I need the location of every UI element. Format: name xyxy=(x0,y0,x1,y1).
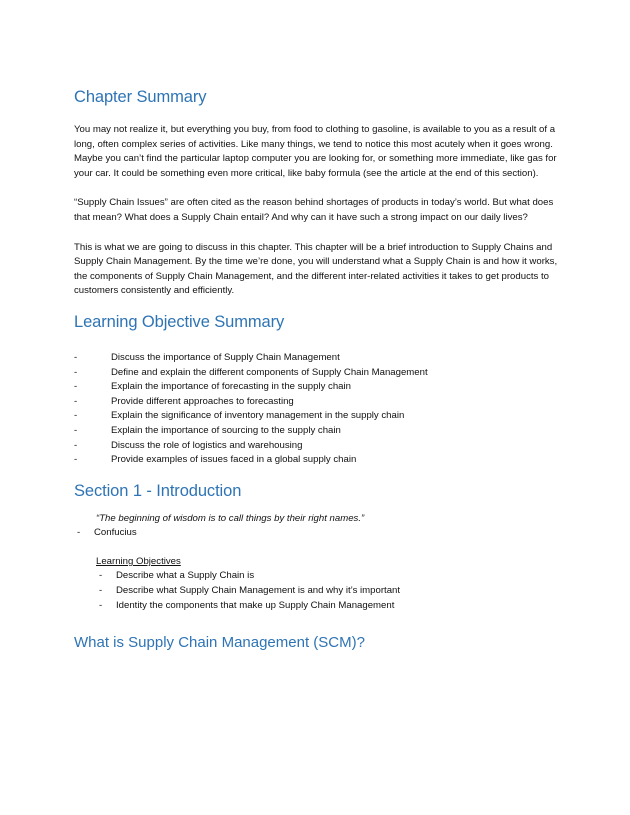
page-content xyxy=(74,86,560,653)
quote-author-list xyxy=(74,526,560,541)
bullet-dash: - xyxy=(74,454,78,466)
quote-text: “The beginning of wisdom is to call things by their right names.” xyxy=(96,512,365,524)
list-item: - Define and explain the different components of Supply Chain Management xyxy=(74,366,560,381)
quote-author: Confucius xyxy=(94,527,137,539)
bullet-dash: - xyxy=(77,527,81,539)
bullet-dash: - xyxy=(74,439,78,451)
list-item: - Explain the importance of forecasting in the supply chain xyxy=(74,380,560,395)
list-item xyxy=(74,526,560,541)
bullet-dash: - xyxy=(74,381,78,393)
bullet-dash: - xyxy=(74,424,78,436)
list-item: - Identity the components that make up Supply Chain Management xyxy=(96,599,560,614)
bullet-dash: - xyxy=(99,585,103,597)
bullet-dash: - xyxy=(74,395,78,407)
learning-objective-list xyxy=(74,351,560,468)
list-item: - Explain the significance of inventory management in the supply chain xyxy=(74,409,560,424)
list-item: - Discuss the role of logistics and warehousing xyxy=(74,439,560,454)
chapter-summary-heading: Chapter Summary xyxy=(74,88,207,106)
list-item: - Describe what a Supply Chain is xyxy=(96,569,560,584)
list-item: - Describe what Supply Chain Management is and why it’s important xyxy=(96,584,560,599)
list-item: - Provide different approaches to forecasting xyxy=(74,395,560,410)
bullet-dash: - xyxy=(99,599,103,611)
learning-objective-summary-heading: Learning Objective Summary xyxy=(74,312,285,331)
section-1-heading: Section 1 - Introduction xyxy=(74,481,242,500)
summary-paragraph-3: This is what we are going to discuss in this chapter. This chapter will be a brief introduction to Supply Chains and Supply Chain Management. By the time we’re done, you will understand what a Supply Chain is and how it works, the components of Supply Chain Management, and the different inter-related activities it takes to get products to customers consistently and efficiently. xyxy=(74,241,558,297)
list-item: - Discuss the importance of Supply Chain Management xyxy=(74,351,560,366)
bullet-dash: - xyxy=(74,351,78,363)
learning-objectives-label: Learning Objectives xyxy=(96,555,181,567)
bullet-dash: - xyxy=(99,570,103,582)
list-item: - Explain the importance of sourcing to the supply chain xyxy=(74,424,560,439)
summary-paragraph-1: You may not realize it, but everything you buy, from food to clothing to gasoline, is available to you as a result of a long, often complex series of activities. Like many things, we tend to notice this most acutely when it goes wrong. Maybe you can’t find the particular laptop computer you are looking for, or something more immediate, like gas for your car. It could be something even more critical, like baby formula (see the article at the end of this section). xyxy=(74,124,557,179)
bullet-dash: - xyxy=(74,410,78,422)
list-item: - Provide examples of issues faced in a global supply chain xyxy=(74,453,560,468)
scm-heading: What is Supply Chain Management (SCM)? xyxy=(74,634,365,652)
bullet-dash: - xyxy=(74,366,78,378)
summary-paragraph-2: “Supply Chain Issues” are often cited as the reason behind shortages of products in today’s world. But what does that mean? What does a Supply Chain entail? And why can it have such a strong impact on our daily lives? xyxy=(74,197,554,223)
section-1-objectives-list xyxy=(96,569,560,613)
